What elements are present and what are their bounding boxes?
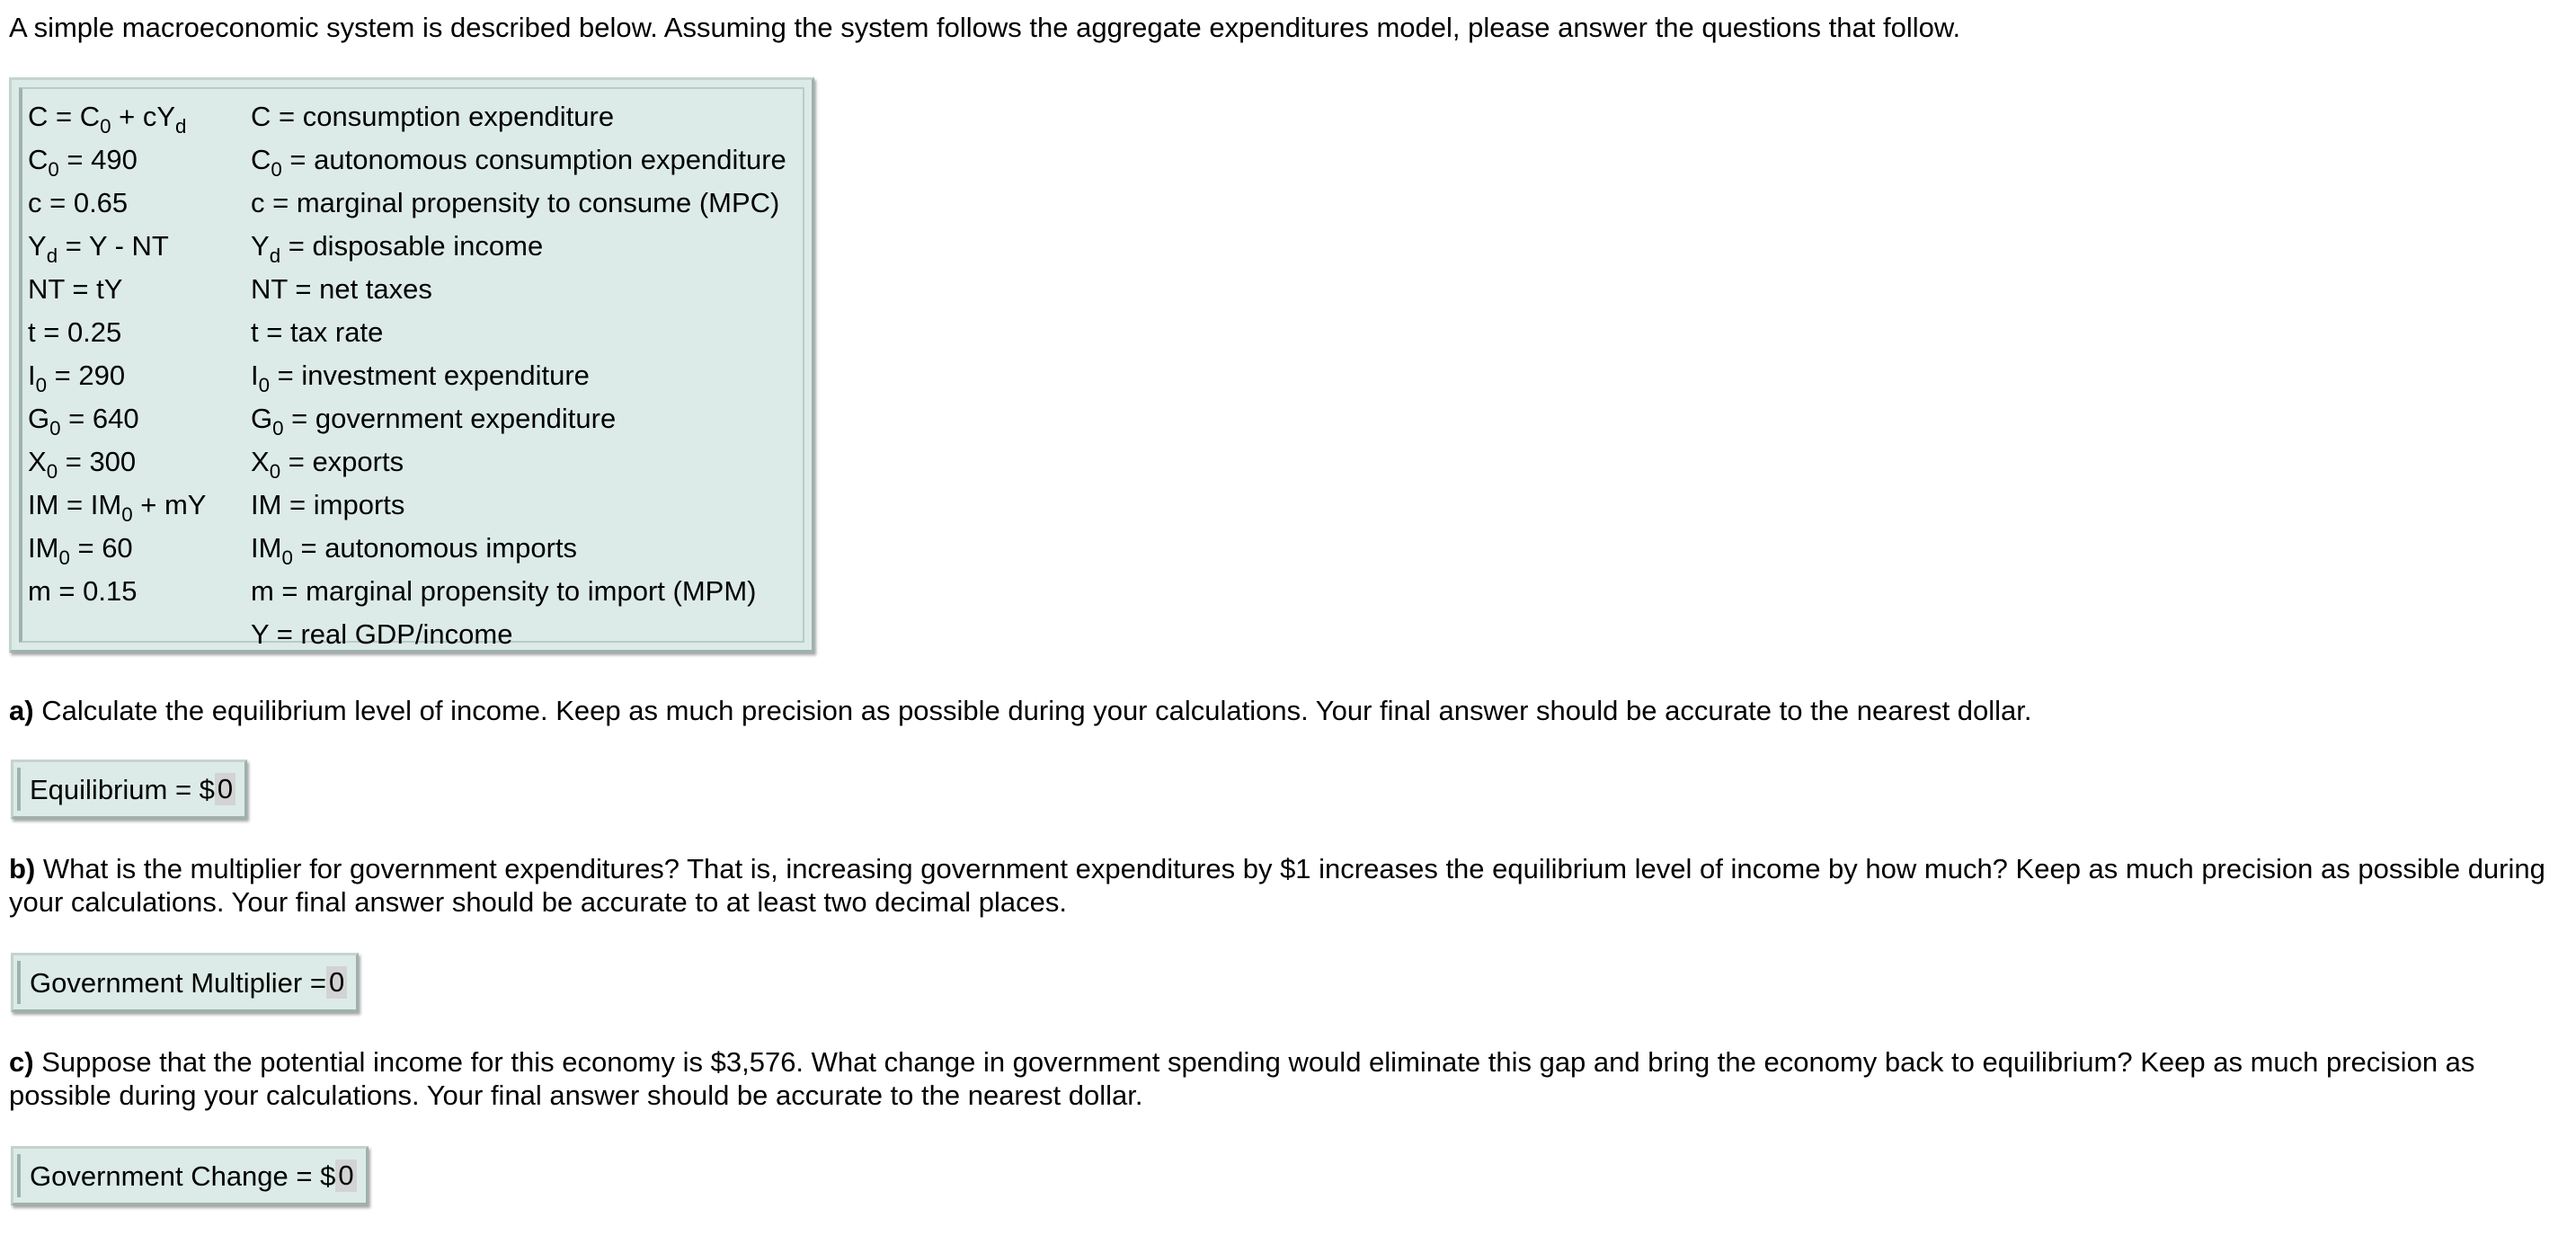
given-equation-subscript: 0 xyxy=(58,546,70,569)
given-description-text: IM xyxy=(251,531,282,564)
given-description xyxy=(251,353,786,396)
given-equation xyxy=(28,224,251,267)
given-equation xyxy=(28,483,251,526)
given-equation xyxy=(28,440,251,483)
equilibrium-input[interactable]: 0 xyxy=(215,773,235,805)
given-equation-text: c = 0.65 xyxy=(28,186,129,218)
given-description-text: = investment expenditure xyxy=(270,359,590,391)
given-description-text: NT = net taxes xyxy=(251,272,432,305)
given-row xyxy=(28,224,786,267)
given-description xyxy=(251,440,786,483)
given-row xyxy=(28,267,786,310)
government-change-input[interactable]: 0 xyxy=(335,1159,356,1192)
given-description xyxy=(251,310,786,353)
given-description xyxy=(251,267,786,310)
question-a-text: Calculate the equilibrium level of income. Keep as much precision as possible during your calculations. Your final answer should be accurate to the nearest dollar. xyxy=(33,695,2032,726)
given-equation-text: C = C xyxy=(28,100,101,132)
given-equation-text: = 290 xyxy=(47,359,126,391)
intro-text: A simple macroeconomic system is described below. Assuming the system follows the aggregate expenditures model, please answer the questions that follow. xyxy=(9,12,1961,43)
question-b-label: b) xyxy=(9,853,36,884)
given-description xyxy=(251,138,786,181)
given-row xyxy=(28,94,786,138)
given-equation xyxy=(28,396,251,440)
given-row xyxy=(28,310,786,353)
given-description-text: X xyxy=(251,445,270,477)
given-equation-text: + mY xyxy=(132,488,207,520)
given-description-text: C xyxy=(251,143,271,175)
given-description xyxy=(251,224,786,267)
given-description-text: c = marginal propensity to consume (MPC) xyxy=(251,186,780,218)
given-equation-text: C xyxy=(28,143,49,175)
given-description-subscript: 0 xyxy=(281,546,293,569)
given-equation-text: t = 0.25 xyxy=(28,315,122,348)
government-multiplier-answer-box xyxy=(11,953,359,1012)
given-description-text: = exports xyxy=(280,445,404,477)
given-equation-text: = 60 xyxy=(69,531,133,564)
equilibrium-answer-box xyxy=(11,760,247,819)
government-multiplier-label: Government Multiplier = xyxy=(30,966,326,999)
question-b xyxy=(9,852,2562,919)
given-equations-inner xyxy=(19,87,804,650)
given-row xyxy=(28,483,786,526)
given-description xyxy=(251,526,786,569)
given-equation-text: G xyxy=(28,402,50,434)
given-equation-subscript: 0 xyxy=(48,157,59,181)
given-equation xyxy=(28,526,251,569)
given-equation-subscript: 0 xyxy=(100,114,111,138)
given-equations-table xyxy=(28,94,786,655)
given-description-text: = government expenditure xyxy=(283,402,617,434)
given-description-text: IM = imports xyxy=(251,488,405,520)
given-description-text: Y xyxy=(251,229,270,262)
question-a-label: a) xyxy=(9,695,34,726)
given-equation-text: m = 0.15 xyxy=(28,574,138,607)
given-equation-text: NT = tY xyxy=(28,272,123,305)
given-description-text: C = consumption expenditure xyxy=(251,100,615,132)
given-description-subscript: d xyxy=(269,244,281,267)
given-row xyxy=(28,569,786,612)
given-row xyxy=(28,440,786,483)
given-description-text: G xyxy=(251,402,273,434)
given-row xyxy=(28,612,786,655)
given-equation-text: X xyxy=(28,445,47,477)
given-row xyxy=(28,181,786,224)
given-description-text: I xyxy=(251,359,259,391)
government-change-label: Government Change = $ xyxy=(30,1159,336,1192)
given-row xyxy=(28,396,786,440)
given-equation xyxy=(28,353,251,396)
given-equation-text: IM xyxy=(28,531,59,564)
given-row xyxy=(28,138,786,181)
question-c-text: Suppose that the potential income for this economy is $3,576. What change in government spending would eliminate this gap and bring the economy back to equilibrium? Keep as much precision as possible during your calculations. Your final answer should be accurate to the nearest dollar. xyxy=(9,1046,2475,1111)
given-description-text: Y = real GDP/income xyxy=(251,618,513,650)
given-description xyxy=(251,181,786,224)
given-equation-subscript: d xyxy=(46,244,58,267)
given-equation xyxy=(28,181,251,224)
given-description-subscript: 0 xyxy=(272,416,284,440)
given-equation-subscript: 0 xyxy=(35,373,48,396)
question-b-text: What is the multiplier for government expenditures? That is, increasing government expenditures by $1 increases the equilibrium level of income by how much? Keep as much precision as possible during your calculations. Your final answer should be accurate to at least two decimal places. xyxy=(9,853,2545,918)
given-description-subscript: 0 xyxy=(271,157,282,181)
given-equation-text: = 640 xyxy=(60,402,139,434)
given-row xyxy=(28,353,786,396)
given-description-text: = autonomous consumption expenditure xyxy=(281,143,786,175)
given-equation xyxy=(28,310,251,353)
question-c xyxy=(9,1045,2562,1112)
given-description-subscript: 0 xyxy=(269,459,281,483)
given-description-text: t = tax rate xyxy=(251,315,384,348)
given-equation-text: I xyxy=(28,359,36,391)
given-equation xyxy=(28,267,251,310)
given-equation-text: Y xyxy=(28,229,47,262)
given-equation xyxy=(28,612,251,655)
given-equation-subscript: 0 xyxy=(121,502,133,526)
given-description xyxy=(251,396,786,440)
given-description xyxy=(251,569,786,612)
given-equation xyxy=(28,569,251,612)
given-description-text: = autonomous imports xyxy=(292,531,578,564)
question-c-label: c) xyxy=(9,1046,34,1078)
given-row xyxy=(28,526,786,569)
given-equation xyxy=(28,94,251,138)
given-description-text: = disposable income xyxy=(280,229,544,262)
equilibrium-answer-label: Equilibrium = $ xyxy=(30,773,215,805)
government-multiplier-input[interactable]: 0 xyxy=(326,966,347,999)
given-equation-subscript: 0 xyxy=(46,459,58,483)
question-a xyxy=(9,694,2562,727)
given-description-subscript: 0 xyxy=(258,373,271,396)
government-change-answer-box xyxy=(11,1146,369,1205)
given-equations-box xyxy=(9,77,814,653)
given-description xyxy=(251,94,786,138)
given-equation-subscript: d xyxy=(175,114,187,138)
given-equation-text: = 300 xyxy=(58,445,137,477)
given-equation-text: = Y - NT xyxy=(58,229,169,262)
given-equation-text: IM = IM xyxy=(28,488,122,520)
given-description-text: m = marginal propensity to import (MPM) xyxy=(251,574,757,607)
given-equation-subscript: 0 xyxy=(49,416,61,440)
given-description xyxy=(251,483,786,526)
given-equation xyxy=(28,138,251,181)
given-equation-text: = 490 xyxy=(58,143,138,175)
given-equation-text: + cY xyxy=(111,100,176,132)
given-description xyxy=(251,612,786,655)
